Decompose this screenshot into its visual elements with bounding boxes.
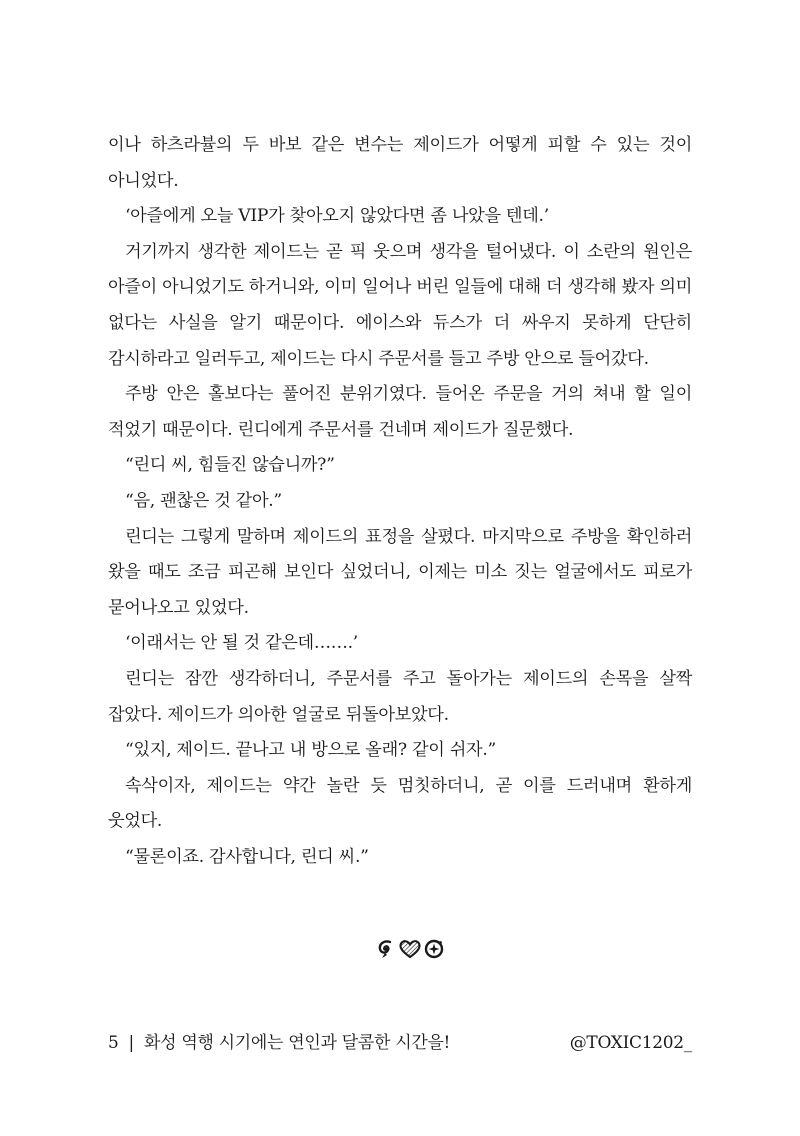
paragraph: ‘이래서는 안 될 것 같은데…….’ <box>125 633 358 654</box>
paragraph: 주방 안은 홀보다는 풀어진 분위기였다. 들어온 주문을 거의 쳐내 할 일이 적었기 때문이다. 린디에게 주문서를 건네며 제이드가 질문했다. <box>108 384 692 440</box>
flower-icon <box>424 939 444 959</box>
paragraph: 속삭이자, 제이드는 약간 놀란 듯 멈칫하더니, 곧 이를 드러내며 환하게 웃었다. <box>108 775 692 832</box>
author-handle: @TOXIC1202_ <box>569 1033 692 1053</box>
swirl-icon <box>376 938 396 960</box>
page-body <box>108 128 692 875</box>
paragraph: 이나 하츠라뷸의 두 바보 같은 변수는 제이드가 어떻게 피할 수 있는 것이 아니었다. <box>108 135 692 191</box>
paragraph: “있지, 제이드. 끝나고 내 방으로 올래? 같이 쉬자.” <box>125 740 496 761</box>
paragraph: “린디 씨, 힘들진 않습니까?” <box>125 455 335 476</box>
section-ornament <box>374 934 446 964</box>
paragraph: “물론이죠. 감사합니다, 린디 씨.” <box>125 846 369 867</box>
heart-icon <box>399 939 421 959</box>
page-number: 5 <box>108 1033 119 1053</box>
running-header-left <box>108 1030 450 1056</box>
paragraph: ‘아즐에게 오늘 VIP가 찾아오지 않았다면 좀 나았을 텐데.’ <box>125 206 549 227</box>
footer-separator: | <box>128 1033 134 1053</box>
paragraph: 린디는 그렇게 말하며 제이드의 표정을 살폈다. 마지막으로 주방을 확인하러 왔을 때도 조금 피곤해 보인다 싶었더니, 이제는 미소 짓는 얼굴에서도 피로가 묻어나오고 있었다. <box>108 526 692 618</box>
paragraph: 거기까지 생각한 제이드는 곧 픽 웃으며 생각을 털어냈다. 이 소란의 원인은 아즐이 아니었기도 하거니와, 이미 일어나 버린 일들에 대해 더 생각해 봤자 의미 없다는 사실을 알기 때문이다. 에이스와 듀스가 더 싸우지 못하게 단단히 감시하라고 일러두고, 제이드는 다시 주문서를 들고 주방 안으로 들어갔다. <box>108 241 692 369</box>
paragraph: “음, 괜찮은 것 같아.” <box>125 490 282 511</box>
page-footer <box>108 1030 692 1056</box>
book-title: 화성 역행 시기에는 연인과 달콤한 시간을! <box>143 1033 451 1053</box>
paragraph: 린디는 잠깐 생각하더니, 주문서를 주고 돌아가는 제이드의 손목을 살짝 잡았다. 제이드가 의아한 얼굴로 뒤돌아보았다. <box>108 668 692 725</box>
